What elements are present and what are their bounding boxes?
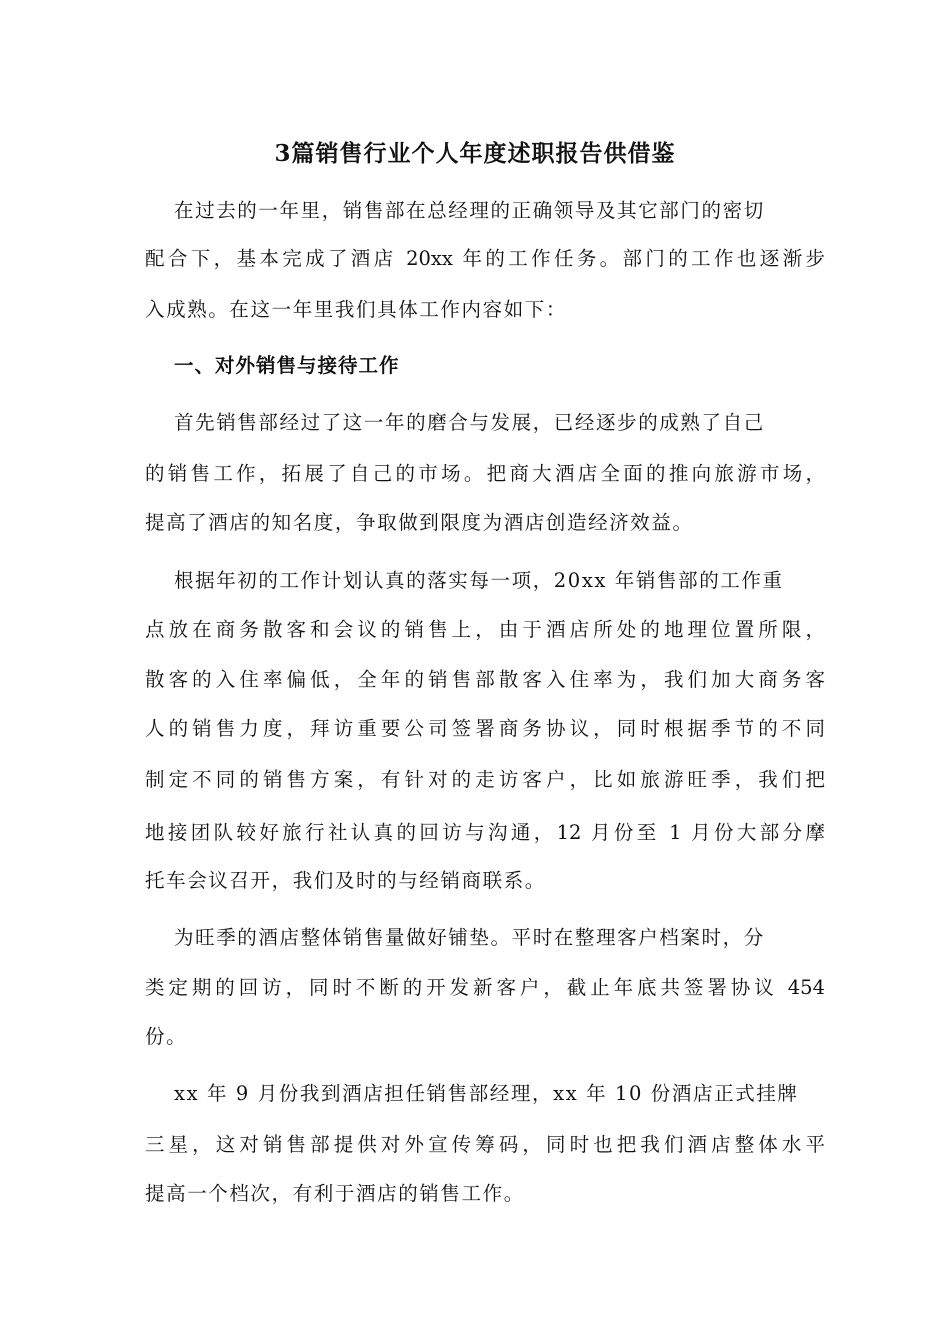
intro-line-3: 入成熟。在这一年里我们具体工作内容如下：: [145, 298, 568, 321]
para1-line-3: 提高了酒店的知名度，争取做到限度为酒店创造经济效益。: [145, 511, 694, 534]
para4-line-2: 三星，这对销售部提供对外宣传筹码，同时也把我们酒店整体水平: [145, 1133, 825, 1156]
para2-line-5: 制定不同的销售方案，有针对的走访客户，比如旅游旺季，我们把: [145, 768, 825, 791]
para2-line-7: 托车会议召开，我们及时的与经销商联系。: [145, 869, 546, 892]
para3-line-2: 类定期的回访，同时不断的开发新客户，截止年底共签署协议 454: [145, 976, 825, 999]
para3-line-3: 份。: [145, 1025, 188, 1048]
para2-line-3: 散客的入住率偏低，全年的销售部散客入住率为，我们加大商务客: [145, 668, 825, 691]
para2-line-2: 点放在商务散客和会议的销售上，由于酒店所处的地理位置所限，: [145, 618, 825, 641]
para3-line-1: 为旺季的酒店整体销售量做好铺垫。平时在整理客户档案时，分: [174, 926, 765, 949]
para2-line-1: 根据年初的工作计划认真的落实每一项，20xx 年销售部的工作重: [174, 569, 784, 592]
intro-line-1: 在过去的一年里，销售部在总经理的正确领导及其它部门的密切: [174, 199, 765, 222]
para2-line-6: 地接团队较好旅行社认真的回访与沟通，12 月份至 1 月份大部分摩: [145, 821, 825, 844]
para4-line-3: 提高一个档次，有利于酒店的销售工作。: [145, 1182, 525, 1205]
document-title: 3篇销售行业个人年度述职报告供借鉴: [274, 140, 676, 167]
para4-line-1: xx 年 9 月份我到酒店担任销售部经理，xx 年 10 份酒店正式挂牌: [174, 1082, 799, 1105]
para1-line-2: 的销售工作，拓展了自己的市场。把商大酒店全面的推向旅游市场，: [145, 462, 825, 485]
intro-line-2: 配合下，基本完成了酒店 20xx 年的工作任务。部门的工作也逐渐步: [145, 247, 825, 270]
para2-line-4: 人的销售力度，拜访重要公司签署商务协议，同时根据季节的不同: [145, 717, 825, 740]
section-heading-1: 一、对外销售与接待工作: [174, 354, 400, 377]
para1-line-1: 首先销售部经过了这一年的磨合与发展，已经逐步的成熟了自己: [174, 411, 765, 434]
